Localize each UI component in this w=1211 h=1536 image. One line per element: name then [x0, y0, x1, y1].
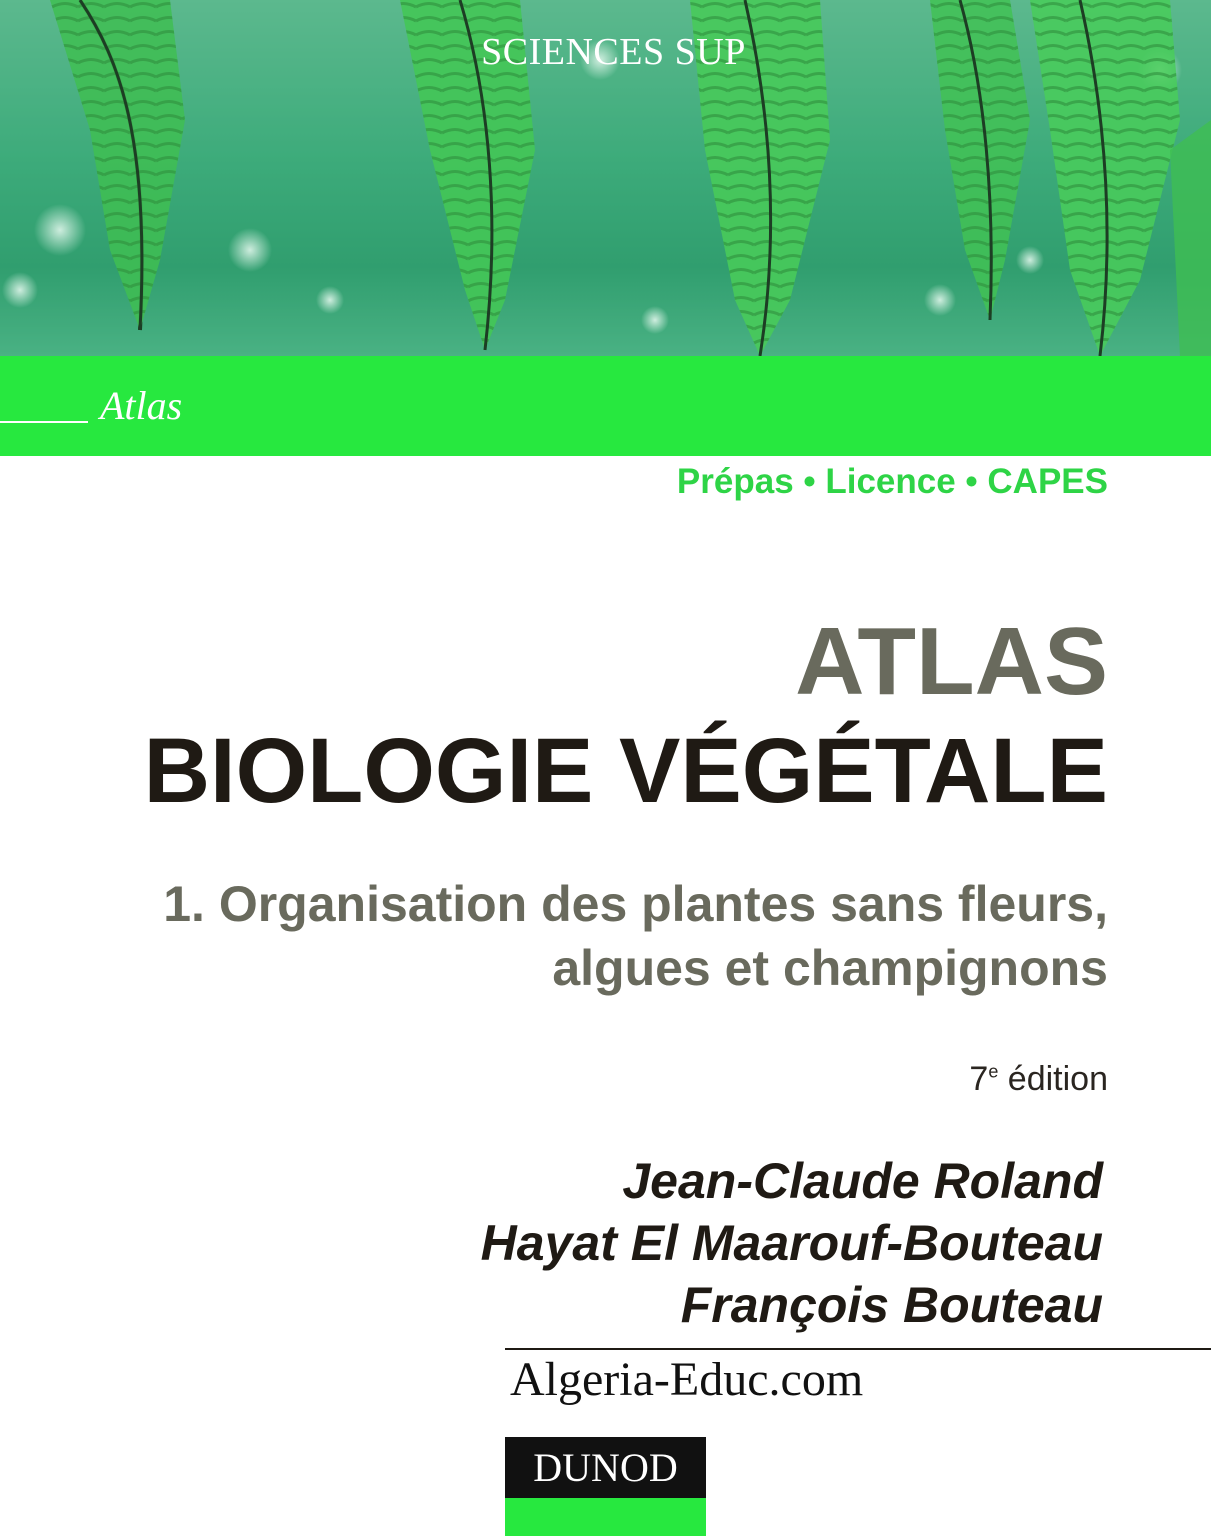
book-subtitle — [163, 872, 1108, 1000]
collection-rule — [0, 421, 88, 423]
publisher-green-band — [505, 1498, 706, 1536]
author: Hayat El Maarouf-Bouteau — [480, 1215, 1103, 1271]
author: François Bouteau — [680, 1277, 1103, 1333]
edition — [969, 1060, 1108, 1099]
publisher-logo: DUNOD — [505, 1437, 706, 1498]
author: Jean-Claude Roland — [622, 1153, 1103, 1209]
cover-photo-fern-fronds — [0, 0, 1211, 356]
target-levels: Prépas • Licence • CAPES — [676, 462, 1108, 501]
subtitle-line-1: 1. Organisation des plantes sans fleurs, — [163, 876, 1108, 932]
website-watermark: Algeria-Educ.com — [510, 1353, 864, 1406]
edition-number: 7 — [969, 1060, 989, 1098]
divider — [505, 1348, 1211, 1350]
collection-label: Atlas — [100, 383, 183, 428]
book-title-line-1: ATLAS — [795, 608, 1108, 715]
subtitle-line-2: algues et champignons — [552, 940, 1108, 996]
author-list — [481, 1150, 1103, 1336]
edition-suffix: e — [988, 1061, 999, 1082]
book-title-line-2: BIOLOGIE VÉGÉTALE — [143, 720, 1108, 822]
edition-word: édition — [1007, 1060, 1108, 1098]
series-name: SCIENCES SUP — [481, 31, 746, 73]
